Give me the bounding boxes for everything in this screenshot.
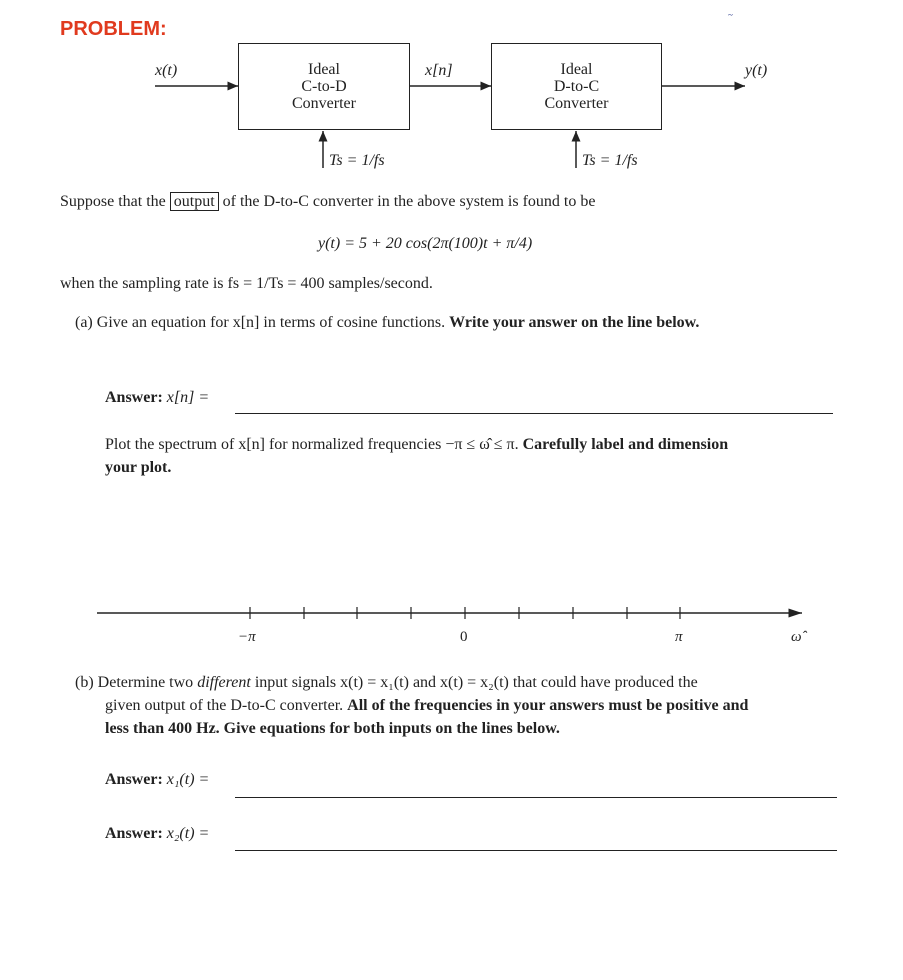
output-boxed-word: output	[170, 192, 219, 211]
answer-a-var: x[n] =	[166, 389, 210, 406]
answer-b2	[105, 825, 209, 843]
axis-label-pi: π	[675, 629, 683, 645]
axis-symbol-omega-hat: ω̂	[791, 629, 802, 645]
frequency-axis[interactable]	[0, 595, 903, 635]
part-b-line2-bold: All of the frequencies in your answers must be positive and	[347, 697, 749, 714]
corner-mark: ~	[728, 10, 733, 20]
d-to-c-block	[491, 43, 662, 130]
c-to-d-block	[238, 43, 410, 130]
axis-label-zero: 0	[460, 629, 468, 645]
part-b-line1-a: Determine two	[97, 674, 194, 691]
answer-a	[105, 389, 209, 407]
ts2-label: Ts = 1/fs	[582, 152, 638, 169]
output-equation: y(t) = 5 + 20 cos(2π(100)t + π/4)	[318, 235, 533, 252]
part-a-label: (a)	[75, 314, 93, 331]
part-b-question	[75, 671, 855, 740]
part-b-label: (b)	[75, 674, 94, 691]
answer-b2-var: x₂(t) =	[166, 825, 210, 842]
part-b-emphasis: different	[197, 674, 251, 691]
intro-before: Suppose that the	[60, 193, 166, 210]
answer-a-label: Answer:	[105, 389, 163, 406]
answer-b1-line[interactable]	[235, 796, 837, 798]
block1-line1: Ideal	[308, 61, 340, 78]
answer-b1-var: x₁(t) =	[166, 771, 210, 788]
block2-line1: Ideal	[560, 61, 593, 78]
part-b-line1-b: input signals x(t) = x₁(t) and x(t) = x₂(t) that could have produced the	[254, 674, 698, 691]
answer-b2-label: Answer:	[105, 825, 163, 842]
diagram-arrows	[0, 0, 903, 190]
plot-instruction	[105, 433, 850, 479]
plot-text: Plot the spectrum of x[n] for normalized frequencies −π ≤ ω̂ ≤ π.	[105, 436, 519, 453]
intro-sentence	[60, 193, 595, 211]
answer-b1	[105, 771, 209, 789]
block2-line2: D-to-C	[553, 78, 600, 95]
part-b-line3-bold: less than 400 Hz. Give equations for both inputs on the lines below.	[105, 720, 560, 737]
part-a-text: Give an equation for x[n] in terms of cosine functions.	[96, 314, 446, 331]
sampling-rate-line: when the sampling rate is fs = 1/Ts = 400 samples/second.	[60, 275, 433, 292]
input-signal-label: x(t)	[155, 62, 178, 79]
output-signal-label: y(t)	[745, 62, 768, 79]
mid-signal-label: x[n]	[425, 62, 453, 79]
answer-b2-line[interactable]	[235, 849, 837, 851]
block1-line2: C-to-D	[301, 78, 347, 95]
answer-a-line[interactable]	[235, 412, 833, 414]
part-b-line2-a: given output of the D-to-C converter.	[105, 697, 344, 714]
answer-b1-label: Answer:	[105, 771, 163, 788]
plot-bold-2: your plot.	[105, 459, 172, 476]
plot-bold-1: Carefully label and dimension	[522, 436, 729, 453]
intro-after: of the D-to-C converter in the above system is found to be	[222, 193, 596, 210]
axis-label-neg-pi: −π	[238, 629, 256, 645]
part-a-question	[75, 314, 699, 332]
problem-title: PROBLEM:	[60, 18, 167, 40]
ts1-label: Ts = 1/fs	[329, 152, 385, 169]
block1-line3: Converter	[292, 95, 356, 112]
part-a-instruction: Write your answer on the line below.	[449, 314, 700, 331]
block2-line3: Converter	[544, 95, 609, 112]
